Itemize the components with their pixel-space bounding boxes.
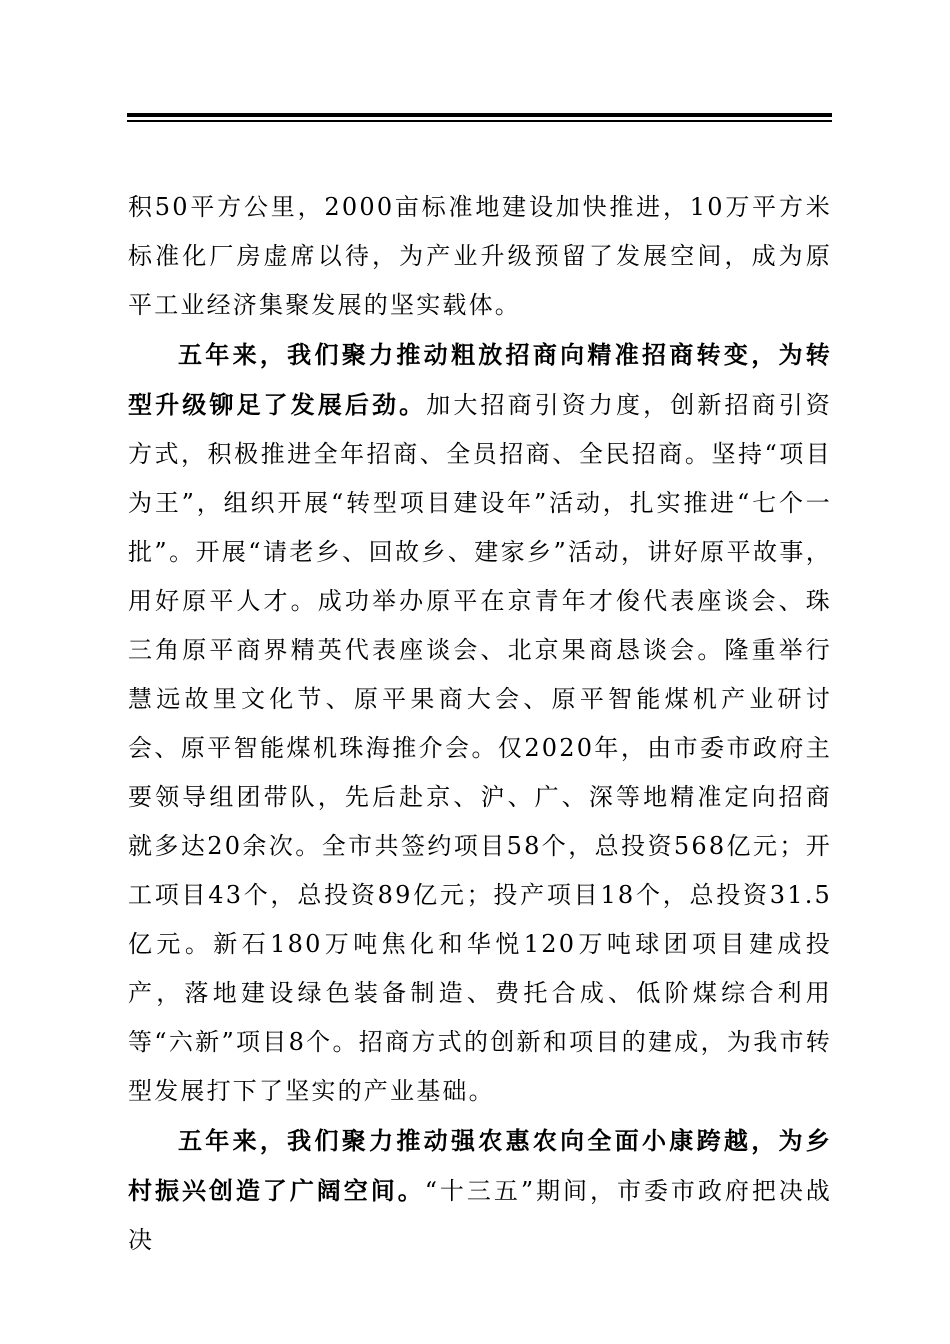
paragraph-2-text: 加大招商引资力度，创新招商引资方式，积极推进全年招商、全员招商、全民招商。坚持“项目为王”，组织开展“转型项目建设年”活动，扎实推进“七个一批”。开展“请老乡、回故乡、建家乡”活动，讲好原平故事，用好原平人才。成功举办原平在京青年才俊代表座谈会、珠三角原平商界精英代表座谈会、北京果商恳谈会。隆重举行慧远故里文化节、原平果商大会、原平智能煤机产业研讨会、原平智能煤机珠海推介会。仅2020年，由市委市政府主要领导组团带队，先后赴京、沪、广、深等地精准定向招商就多达20余次。全市共签约项目58个，总投资568亿元；开工项目43个，总投资89亿元；投产项目18个，总投资31.5亿元。新石180万吨焦化和华悦120万吨球团项目建成投产，落地建设绿色装备制造、费托合成、低阶煤综合利用等“六新”项目8个。招商方式的创新和项目的建成，为我市转型发展打下了坚实的产业基础。 (128, 391, 832, 1105)
document-body (128, 183, 832, 1265)
paragraph-1 (128, 183, 832, 330)
paragraph-3 (128, 1116, 832, 1265)
paragraph-1-text: 积50平方公里，2000亩标准地建设加快推进，10万平方米标准化厂房虚席以待，为产业升级预留了发展空间，成为原平工业经济集聚发展的坚实载体。 (128, 193, 832, 319)
header-rule-thick (127, 113, 832, 117)
paragraph-2 (128, 330, 832, 1116)
paragraph-3-heading: 五年来，我们聚力推动强农惠农向全面小康跨越，为乡村振兴创造了广阔空间。 (128, 1126, 832, 1205)
paragraph-3-text: “十三五”期间，市委市政府把决战决 (128, 1177, 832, 1254)
paragraph-2-heading: 五年来，我们聚力推动粗放招商向精准招商转变，为转型升级铆足了发展后劲。 (128, 340, 832, 419)
header-rule-thin (127, 120, 832, 122)
